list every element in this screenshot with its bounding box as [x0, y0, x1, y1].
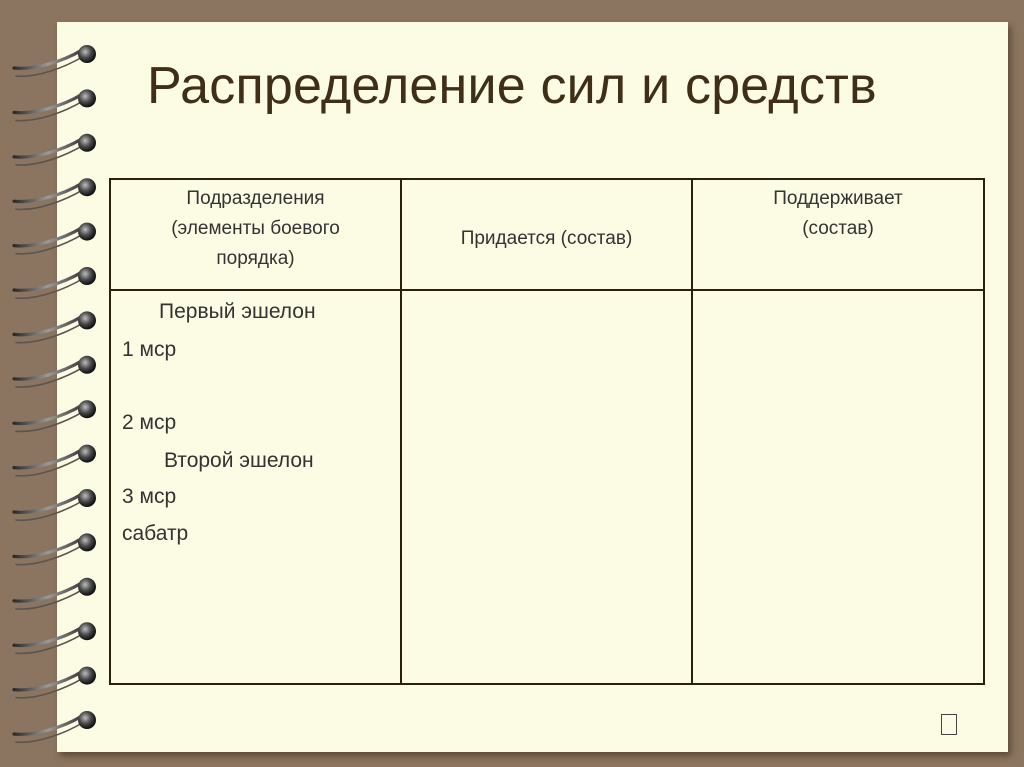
spiral-hole: [78, 489, 96, 507]
spiral-hole: [78, 223, 96, 241]
spiral-hole: [78, 533, 96, 551]
spiral-wire: [14, 672, 82, 690]
spiral-wire: [14, 139, 82, 157]
spiral-wire-shadow: [16, 678, 84, 698]
spiral-wire: [14, 583, 82, 601]
spiral-wire-shadow: [16, 367, 84, 387]
spiral-binding-icon: [0, 0, 110, 767]
spiral-wire: [14, 627, 82, 645]
spiral-hole: [78, 311, 96, 329]
spiral-wire-shadow: [16, 145, 84, 165]
spiral-hole: [78, 622, 96, 640]
spiral-wire-shadow: [16, 234, 84, 254]
slide-title: Распределение сил и средств: [147, 57, 877, 115]
spiral-hole: [78, 178, 96, 196]
column-divider: [691, 180, 693, 683]
spiral-wire-shadow: [16, 411, 84, 431]
spiral-wire: [14, 538, 82, 556]
spiral-hole: [78, 89, 96, 107]
spiral-wire-shadow: [16, 56, 84, 76]
spiral-hole: [78, 711, 96, 729]
spiral-wire: [14, 50, 82, 68]
spiral-hole: [78, 267, 96, 285]
spiral-wire-shadow: [16, 322, 84, 342]
spiral-wire-shadow: [16, 456, 84, 476]
distribution-table: [109, 178, 985, 685]
spiral-wire: [14, 183, 82, 201]
spiral-wire-shadow: [16, 722, 84, 742]
spiral-wire-shadow: [16, 100, 84, 120]
row-unit-2: 2 мср: [122, 411, 177, 434]
spiral-wire: [14, 94, 82, 112]
header-supports: Поддерживает (состав): [773, 188, 903, 239]
spiral-hole: [78, 578, 96, 596]
spiral-hole: [78, 400, 96, 418]
row-unit-3: 3 мср: [122, 485, 177, 508]
spiral-wire: [14, 272, 82, 290]
spiral-hole: [78, 134, 96, 152]
spiral-wire: [14, 405, 82, 423]
spiral-wire-shadow: [16, 278, 84, 298]
row-unit-1: 1 мср: [122, 338, 177, 361]
spiral-wire-shadow: [16, 633, 84, 653]
spiral-wire-shadow: [16, 544, 84, 564]
spiral-wire: [14, 361, 82, 379]
header-units: Подразделения (элементы боевого порядка): [171, 188, 340, 269]
row-second-echelon: Второй эшелон: [164, 449, 314, 472]
spiral-wire: [14, 450, 82, 468]
spiral-wire-shadow: [16, 189, 84, 209]
spiral-wire: [14, 716, 82, 734]
column-divider: [400, 180, 402, 683]
spiral-wire-shadow: [16, 589, 84, 609]
row-unit-4: сабатр: [122, 522, 189, 545]
spiral-wire: [14, 228, 82, 246]
spiral-hole: [78, 45, 96, 63]
spiral-wire-shadow: [16, 500, 84, 520]
spiral-hole: [78, 445, 96, 463]
spiral-hole: [78, 667, 96, 685]
spiral-wire: [14, 494, 82, 512]
header-attached: Придается (состав): [460, 228, 633, 249]
spiral-hole: [78, 356, 96, 374]
spiral-wire: [14, 316, 82, 334]
empty-box-icon[interactable]: [941, 714, 957, 735]
header-divider: [111, 289, 983, 291]
row-first-echelon: Первый эшелон: [159, 300, 316, 323]
